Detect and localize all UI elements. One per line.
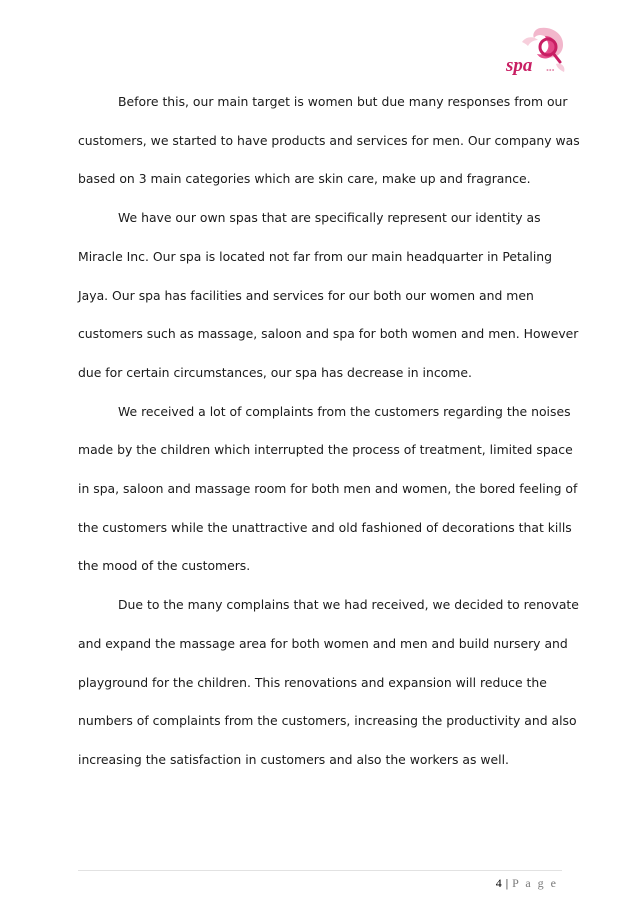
paragraph-2-line-1: We have our own spas that are specifically represent our identity as bbox=[118, 210, 541, 226]
paragraph-3-line-2: made by the children which interrupted the process of treatment, limited space bbox=[78, 442, 573, 458]
paragraph-3-line-1: We received a lot of complaints from the customers regarding the noises bbox=[118, 403, 571, 419]
paragraph-2-line-3: Jaya. Our spa has facilities and services for our both our women and men bbox=[78, 287, 534, 303]
paragraph-2-line-5: due for certain circumstances, our spa has decrease in income. bbox=[78, 364, 472, 380]
spa-q-logo-icon bbox=[500, 26, 568, 84]
paragraph-3-line-4: the customers while the unattractive and old fashioned of decorations that kills bbox=[78, 519, 572, 535]
paragraph-4-line-3: playground for the children. This renovations and expansion will reduce the bbox=[78, 674, 547, 690]
spa-logo-graphic bbox=[500, 26, 568, 84]
paragraph-1-line-2: customers, we started to have products and services for men. Our company was bbox=[78, 132, 580, 148]
page-number: 4 bbox=[495, 876, 502, 890]
paragraph-4-line-5: increasing the satisfaction in customers and also the workers as well. bbox=[78, 751, 509, 767]
paragraph-1-line-1: Before this, our main target is women but due many responses from our bbox=[118, 94, 568, 109]
svg-text:•••: ••• bbox=[546, 66, 555, 75]
paragraph-4-line-4: numbers of complaints from the customers, increasing the productivity and also bbox=[78, 713, 577, 729]
paragraph-4-line-2: and expand the massage area for both women and men and build nursery and bbox=[78, 635, 568, 651]
paragraph-3-line-5: the mood of the customers. bbox=[78, 558, 251, 574]
footer-separator: | bbox=[505, 876, 509, 890]
paragraph-3-line-3: in spa, saloon and massage room for both men and women, the bored feeling of bbox=[78, 481, 578, 496]
page-label: P a g e bbox=[512, 876, 558, 890]
logo-text: spa bbox=[506, 55, 533, 76]
footer-divider bbox=[78, 870, 562, 871]
paragraph-4-line-1: Due to the many complains that we had received, we decided to renovate bbox=[118, 597, 579, 613]
paragraph-2-line-2: Miracle Inc. Our spa is located not far from our main headquarter in Petaling bbox=[78, 248, 553, 264]
page-footer bbox=[496, 876, 558, 891]
paragraph-1-line-3: based on 3 main categories which are skin care, make up and fragrance. bbox=[78, 171, 531, 187]
paragraph-2-line-4: customers such as massage, saloon and spa for both women and men. However bbox=[78, 326, 579, 342]
